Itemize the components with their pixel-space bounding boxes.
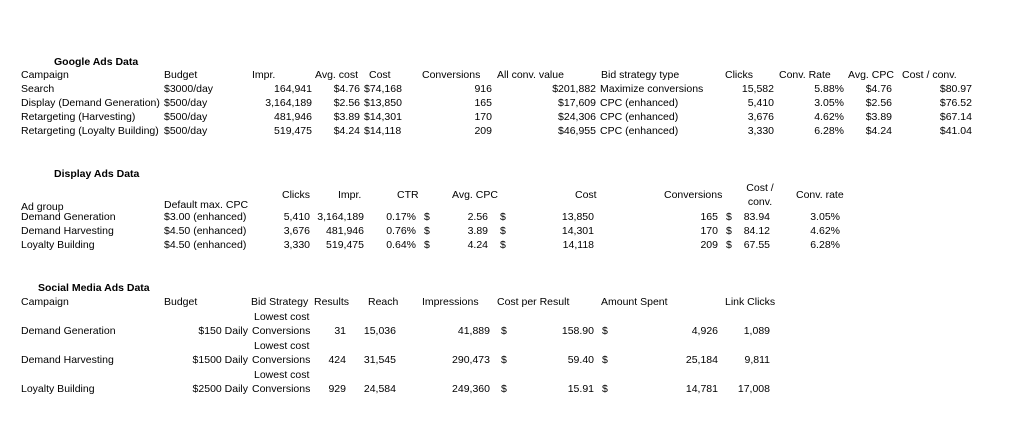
cell-cost-per-conv: $76.52: [939, 97, 972, 109]
col-header-amount-spent: Amount Spent: [601, 296, 668, 308]
col-header-ad-group: Ad group: [21, 201, 64, 213]
currency-symbol: $: [500, 225, 506, 237]
cell-clicks: 3,330: [747, 125, 774, 137]
currency-symbol: $: [501, 383, 507, 395]
cell-clicks: 3,330: [283, 239, 310, 251]
cell-bid-strategy-line1: Lowest cost: [254, 311, 310, 323]
cell-budget: $1500 Daily: [192, 354, 248, 366]
cell-conversions: 916: [474, 83, 492, 95]
cell-bid-strategy-line1: Lowest cost: [254, 369, 310, 381]
currency-symbol: $: [602, 354, 608, 366]
col-header-link-clicks: Link Clicks: [725, 296, 776, 308]
cell-impr: 519,475: [274, 125, 312, 137]
col-header-impr: Impr.: [338, 189, 362, 201]
cell-bid-strategy-line2: Conversions: [252, 354, 311, 366]
col-header-all-conv-value: All conv. value: [497, 69, 564, 81]
cell-conversions: 170: [700, 225, 718, 237]
col-header-clicks: Clicks: [725, 69, 753, 81]
currency-symbol: $: [501, 325, 507, 337]
social-ads-title: Social Media Ads Data: [38, 282, 150, 294]
cell-cost-per-result: 158.90: [561, 325, 594, 337]
cell-impressions: 290,473: [452, 354, 490, 366]
cell-clicks: 3,676: [747, 111, 774, 123]
currency-symbol: $: [501, 354, 507, 366]
cell-link-clicks: 17,008: [737, 383, 770, 395]
col-header-conv-rate: Conv. Rate: [779, 69, 831, 81]
cell-conversions: 209: [700, 239, 718, 251]
cell-ctr: 0.17%: [386, 211, 416, 223]
cell-amount-spent: 4,926: [691, 325, 718, 337]
col-header-cost: Cost: [575, 189, 597, 201]
cell-ad-group: Demand Generation: [21, 211, 116, 223]
currency-symbol: $: [500, 239, 506, 251]
cell-budget: $500/day: [164, 97, 208, 109]
cell-all-conv-value: $24,306: [558, 111, 596, 123]
cell-bid-strategy-line2: Conversions: [252, 325, 311, 337]
cell-conv-rate: 5.88%: [814, 83, 844, 95]
cell-default-max-cpc: $3.00 (enhanced): [164, 211, 247, 223]
cell-cost-per-result: 15.91: [567, 383, 594, 395]
cell-reach: 15,036: [363, 325, 396, 337]
cell-avg-cpc: $2.56: [865, 97, 892, 109]
cell-budget: $150 Daily: [198, 325, 248, 337]
cell-results: 424: [328, 354, 346, 366]
col-header-avg-cost: Avg. cost: [315, 69, 358, 81]
col-header-conversions: Conversions: [422, 69, 481, 81]
cell-campaign: Retargeting (Harvesting): [21, 111, 136, 123]
col-header-bid-strategy-type: Bid strategy type: [601, 69, 680, 81]
cell-all-conv-value: $201,882: [552, 83, 596, 95]
cell-reach: 31,545: [363, 354, 396, 366]
col-header-avg-cpc: Avg. CPC: [452, 189, 498, 201]
cell-campaign: Retargeting (Loyalty Building): [21, 125, 159, 137]
cell-bid-strategy-line2: Conversions: [252, 383, 311, 395]
cell-impr: 519,475: [326, 239, 364, 251]
cell-impr: 481,946: [274, 111, 312, 123]
cell-conv-rate: 4.62%: [814, 111, 844, 123]
cell-budget: $500/day: [164, 111, 208, 123]
cell-impressions: 41,889: [457, 325, 490, 337]
cell-cost: $14,301: [364, 111, 402, 123]
cell-cost: $74,168: [364, 83, 402, 95]
google-ads-title: Google Ads Data: [54, 56, 139, 68]
cell-budget: $500/day: [164, 125, 208, 137]
col-header-cost-per-conv: Cost / conv.: [902, 69, 957, 81]
cell-cost-per-conv: 84.12: [743, 225, 770, 237]
currency-symbol: $: [602, 383, 608, 395]
cell-campaign: Display (Demand Generation): [21, 97, 160, 109]
currency-symbol: $: [602, 325, 608, 337]
cell-conv-rate: 6.28%: [810, 239, 840, 251]
cell-conversions: 165: [700, 211, 718, 223]
cell-avg-cpc: 3.89: [467, 225, 488, 237]
col-header-reach: Reach: [368, 296, 399, 308]
col-header-cost-per-conv-line2: conv.: [747, 196, 773, 208]
col-header-bid-strategy: Bid Strategy: [251, 296, 309, 308]
cell-clicks: 3,676: [283, 225, 310, 237]
cell-cost-per-conv: $41.04: [939, 125, 972, 137]
cell-cost: $14,118: [364, 125, 402, 137]
cell-reach: 24,584: [363, 383, 396, 395]
cell-conv-rate: 3.05%: [810, 211, 840, 223]
col-header-cost: Cost: [369, 69, 391, 81]
cell-conversions: 170: [474, 111, 492, 123]
cell-campaign: Demand Harvesting: [21, 354, 114, 366]
cell-avg-cpc: 2.56: [467, 211, 488, 223]
cell-avg-cpc: $3.89: [865, 111, 892, 123]
col-header-avg-cpc: Avg. CPC: [848, 69, 894, 81]
cell-amount-spent: 25,184: [685, 354, 718, 366]
cell-bid-strategy-line1: Lowest cost: [254, 340, 310, 352]
currency-symbol: $: [500, 211, 506, 223]
cell-budget: $2500 Daily: [192, 383, 248, 395]
cell-avg-cpc: $4.24: [865, 125, 892, 137]
currency-symbol: $: [726, 211, 732, 223]
cell-impressions: 249,360: [452, 383, 490, 395]
cell-all-conv-value: $46,955: [558, 125, 596, 137]
cell-impr: 3,164,189: [265, 97, 312, 109]
currency-symbol: $: [726, 225, 732, 237]
cell-conversions: 165: [474, 97, 492, 109]
cell-results: 31: [334, 325, 346, 337]
cell-default-max-cpc: $4.50 (enhanced): [164, 225, 247, 237]
cell-bid-strategy-type: Maximize conversions: [600, 83, 704, 95]
cell-bid-strategy-type: CPC (enhanced): [600, 125, 679, 137]
col-header-cost-per-result: Cost per Result: [497, 296, 570, 308]
cell-ad-group: Loyalty Building: [21, 239, 95, 251]
currency-symbol: $: [726, 239, 732, 251]
col-header-campaign: Campaign: [21, 296, 69, 308]
col-header-conv-rate: Conv. rate: [796, 189, 844, 201]
cell-cost: 14,301: [561, 225, 594, 237]
cell-link-clicks: 9,811: [744, 354, 770, 366]
cell-conv-rate: 6.28%: [814, 125, 844, 137]
cell-ctr: 0.64%: [386, 239, 416, 251]
cell-avg-cost: $4.76: [333, 83, 360, 95]
col-header-cost-per-conv: Cost /: [746, 182, 774, 194]
display-ads-title: Display Ads Data: [54, 168, 140, 180]
cell-avg-cost: $3.89: [333, 111, 360, 123]
currency-symbol: $: [424, 211, 430, 223]
cell-campaign: Demand Generation: [21, 325, 116, 337]
cell-impr: 481,946: [326, 225, 364, 237]
cell-cost: $13,850: [364, 97, 402, 109]
cell-cost: 13,850: [561, 211, 594, 223]
cell-bid-strategy-type: CPC (enhanced): [600, 111, 679, 123]
cell-avg-cpc: $4.76: [865, 83, 892, 95]
cell-conv-rate: 4.62%: [810, 225, 840, 237]
cell-impr: 164,941: [274, 83, 312, 95]
cell-cost-per-conv: 67.55: [743, 239, 770, 251]
cell-default-max-cpc: $4.50 (enhanced): [164, 239, 247, 251]
col-header-budget: Budget: [164, 69, 198, 81]
col-header-results: Results: [314, 296, 350, 308]
cell-link-clicks: 1,089: [743, 325, 770, 337]
cell-clicks: 15,582: [741, 83, 774, 95]
cell-cost: 14,118: [562, 239, 594, 251]
col-header-conversions: Conversions: [664, 189, 723, 201]
cell-cost-per-conv: $67.14: [939, 111, 972, 123]
cell-bid-strategy-type: CPC (enhanced): [600, 97, 679, 109]
cell-cost-per-conv: $80.97: [939, 83, 972, 95]
cell-avg-cost: $4.24: [333, 125, 360, 137]
cell-ctr: 0.76%: [386, 225, 416, 237]
cell-results: 929: [328, 383, 346, 395]
col-header-campaign: Campaign: [21, 69, 69, 81]
cell-campaign: Search: [21, 83, 55, 95]
currency-symbol: $: [424, 225, 430, 237]
cell-budget: $3000/day: [164, 83, 214, 95]
cell-amount-spent: 14,781: [685, 383, 718, 395]
col-header-default-max-cpc: Default max. CPC: [164, 199, 249, 211]
cell-cost-per-conv: 83.94: [743, 211, 770, 223]
col-header-ctr: CTR: [397, 189, 419, 201]
cell-all-conv-value: $17,609: [558, 97, 596, 109]
cell-avg-cpc: 4.24: [467, 239, 488, 251]
cell-clicks: 5,410: [283, 211, 310, 223]
cell-conversions: 209: [474, 125, 492, 137]
col-header-budget: Budget: [164, 296, 198, 308]
cell-impr: 3,164,189: [317, 211, 364, 223]
cell-conv-rate: 3.05%: [814, 97, 844, 109]
cell-ad-group: Demand Harvesting: [21, 225, 114, 237]
cell-avg-cost: $2.56: [333, 97, 360, 109]
cell-cost-per-result: 59.40: [567, 354, 594, 366]
cell-clicks: 5,410: [747, 97, 774, 109]
currency-symbol: $: [424, 239, 430, 251]
col-header-impressions: Impressions: [422, 296, 479, 308]
col-header-clicks: Clicks: [282, 189, 310, 201]
cell-campaign: Loyalty Building: [21, 383, 95, 395]
col-header-impr: Impr.: [252, 69, 276, 81]
